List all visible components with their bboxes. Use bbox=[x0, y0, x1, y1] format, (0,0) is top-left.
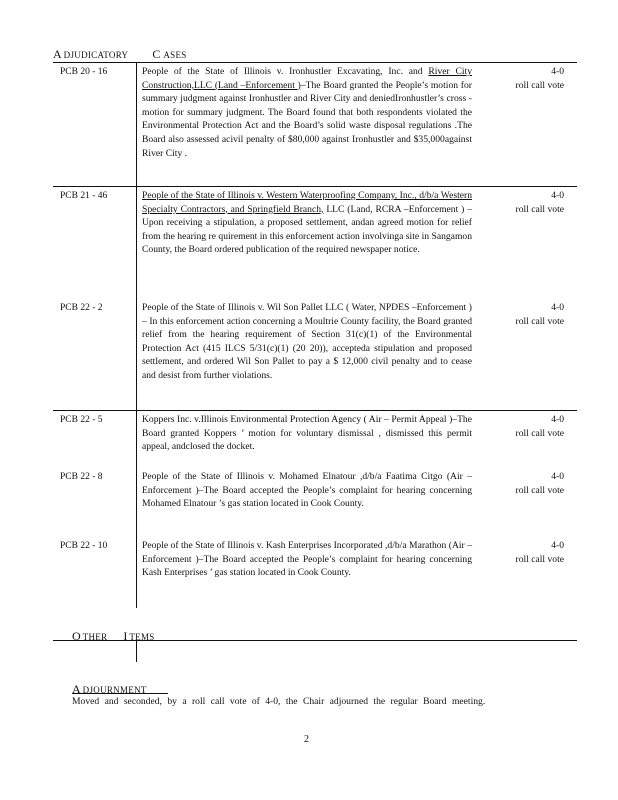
row-divider bbox=[53, 186, 577, 187]
case-number: PCB 22 - 2 bbox=[60, 303, 103, 313]
case-description: People of the State of Illinois v. Ironhustler Excavating, Inc. and River City Construction,LLC (Land –Enforcement )–The Board granted the People’s motion for summary judgment against Ironhustler and River City and deniedIronhustler’s cross - motion for summary judgment. The Board found that both respondents violated the Environmental Protection Act and the Board’s solid waste disposal regulations .The Board also assessed acivil penalty of $80,000 against Ironhustler and $35,000against River City . bbox=[142, 66, 473, 159]
adjournment-text: Moved and seconded, by a roll call vote of 4-0, the Chair adjourned the regular Board meeting. bbox=[72, 696, 486, 707]
table-column-divider bbox=[136, 62, 137, 608]
case-vote: 4-0 roll call vote bbox=[515, 302, 564, 327]
case-vote: 4-0 roll call vote bbox=[515, 414, 564, 439]
section-heading-adjournment: A DJOURNMENT bbox=[72, 682, 147, 696]
case-description: Koppers Inc. v.Illinois Environmental Protection Agency ( Air – Permit Appeal )–The Board granted Koppers ’ motion for voluntary dismissal , dismissed this permit appeal, andclosed the docket. bbox=[142, 414, 472, 453]
page-number: 2 bbox=[304, 734, 309, 745]
section-heading-adjudicatory-cases: A DJUDICATORY C ASES bbox=[53, 47, 187, 61]
case-number: PCB 22 - 5 bbox=[60, 415, 103, 425]
case-vote: 4-0 roll call vote bbox=[515, 471, 564, 496]
case-description: People of the State of Illinois v. Western Waterproofing Company, Inc., d/b/a Western Specialty Contractors, and Springfield Branch, LLC (Land, RCRA –Enforcement ) – Upon receiving a stipulation, a proposed settlement, andan agreed motion for relief from the hearing re quirement in this enforcement action involvinga site in Sangamon County, the Board ordered publication of the required newspaper notice. bbox=[142, 190, 472, 256]
case-number: PCB 22 - 10 bbox=[60, 541, 108, 551]
case-vote: 4-0 roll call vote bbox=[515, 66, 564, 91]
case-description: People of the State of Illinois v. Kash Enterprises Incorporated ,d/b/a Marathon (Air – Enforcement )–The Board accepted the People’s complaint for hearing concerning Kash Enterprises ’ gas station located in Cook County. bbox=[142, 540, 472, 579]
table-rule bbox=[53, 640, 577, 641]
case-description: People of the State of Illinois v. Mohamed Elnatour ,d/b/a Faatima Citgo (Air –Enforcement )–The Board accepted the People’s complaint for hearing concerning Mohamed Elnatour ’s gas station located in Cook County. bbox=[142, 471, 472, 510]
case-number: PCB 21 - 46 bbox=[60, 191, 108, 201]
row-divider bbox=[53, 410, 577, 411]
case-vote: 4-0 roll call vote bbox=[515, 540, 564, 565]
heading-underline bbox=[72, 693, 168, 694]
table-top-rule bbox=[53, 62, 577, 63]
table-column-divider bbox=[136, 640, 137, 662]
section-heading-other-items: O THER I TEMS bbox=[72, 629, 155, 643]
case-number: PCB 22 - 8 bbox=[60, 472, 103, 482]
case-description: People of the State of Illinois v. Wil Son Pallet LLC ( Water, NPDES –Enforcement ) – In this enforcement action concerning a Moultrie County facility, the Board granted relief from the hearing requirement of Section 31(c)(1) of the Environmental Protection Act (415 ILCS 5/31(c)(1) (20 20)), accepteda stipulation and proposed settlement, and ordered Wil Son Pallet to pay a $ 12,000 civil penalty and to cease and desist from further violations. bbox=[142, 302, 472, 381]
case-number: PCB 20 - 16 bbox=[60, 67, 108, 77]
case-vote: 4-0 roll call vote bbox=[515, 190, 564, 215]
